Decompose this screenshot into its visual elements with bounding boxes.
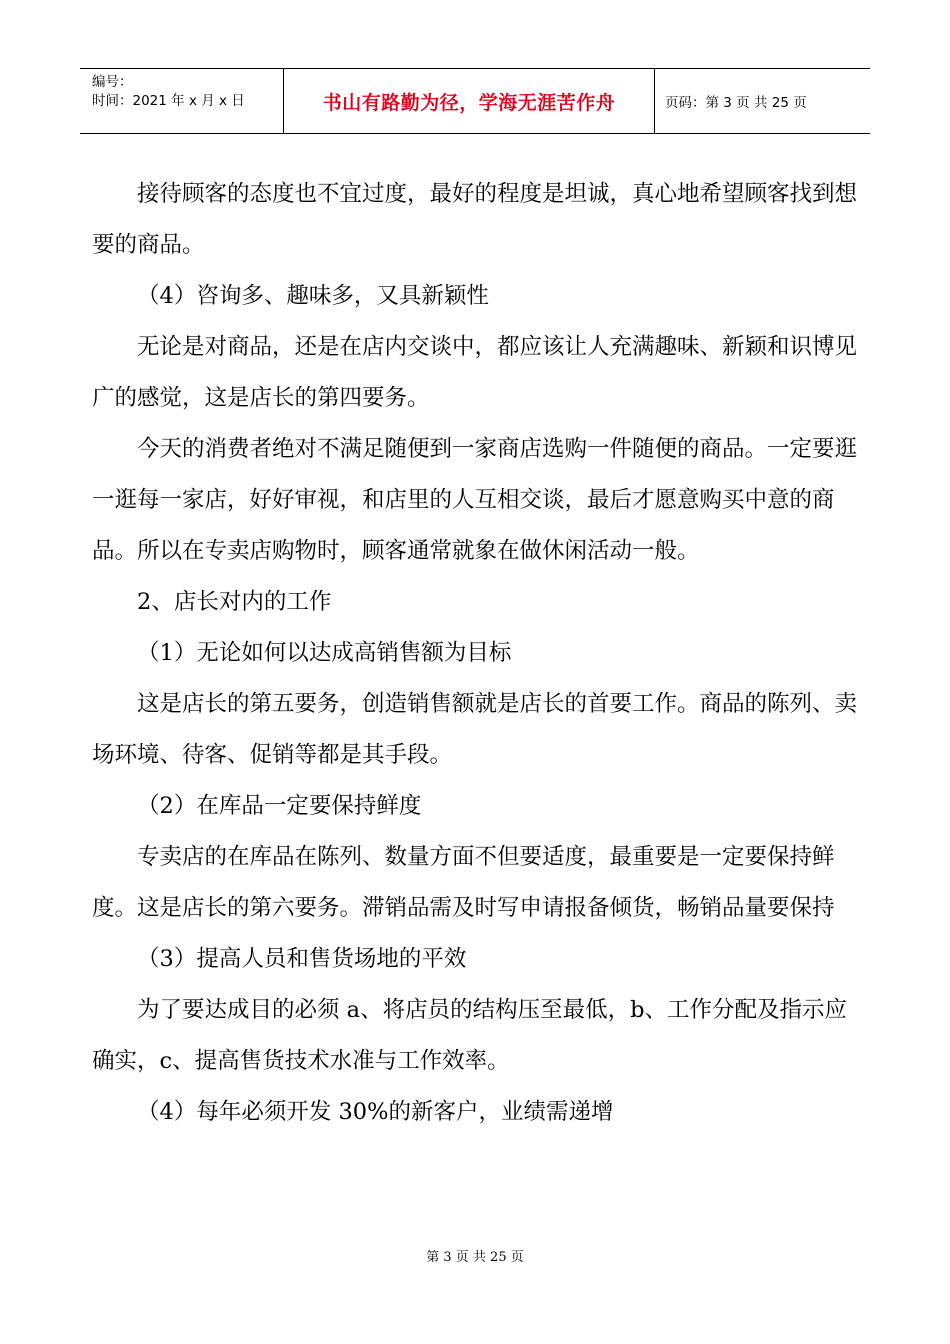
paragraph: （2）在库品一定要保持鲜度	[137, 793, 422, 819]
page-footer	[0, 1246, 950, 1265]
paragraph: 今天的消费者绝对不满足随便到一家商店选购一件随便的商品。一定要逛一逛每一家店，好好审视，和店里的人互相交谈，最后才愿意购买中意的商品。所以在专卖店购物时，顾客通常就象在做休闲活动一般。	[92, 436, 858, 564]
footer-page-number: 第 3 页 共 25 页	[426, 1250, 524, 1265]
paragraph: （4）咨询多、趣味多，又具新颖性	[137, 283, 489, 309]
header-page-info: 页码：第 3 页 共 25 页	[665, 95, 807, 111]
document-date: 时间：2021 年 x 月 x 日	[92, 93, 245, 109]
header-meta	[80, 69, 283, 133]
paragraph: 接待顾客的态度也不宜过度，最好的程度是坦诚，真心地希望顾客找到想要的商品。	[92, 181, 858, 258]
header-page-info-cell	[655, 69, 870, 133]
header-motto: 书山有路勤为径，学海无涯苦作舟	[322, 91, 616, 114]
paragraph: 无论是对商品，还是在店内交谈中，都应该让人充满趣味、新颖和识博见广的感觉，这是店长的第四要务。	[92, 334, 858, 411]
paragraph: 这是店长的第五要务，创造销售额就是店长的首要工作。商品的陈列、卖场环境、待客、促销等都是其手段。	[92, 691, 858, 768]
paragraph: （3）提高人员和售货场地的平效	[137, 946, 467, 972]
paragraph: （1）无论如何以达成高销售额为目标	[137, 640, 512, 666]
header-motto-cell	[283, 69, 655, 133]
page-header	[80, 68, 870, 134]
document-body	[92, 169, 862, 1138]
paragraph: 专卖店的在库品在陈列、数量方面不但要适度，最重要是一定要保持鲜度。这是店长的第六要务。滞销品需及时写申请报备倾货，畅销品量要保持	[92, 844, 835, 921]
paragraph: （4）每年必须开发 30%的新客户，业绩需递增	[137, 1099, 614, 1125]
document-number-label: 编号：	[92, 74, 133, 90]
paragraph: 为了要达成目的必须 a、将店员的结构压至最低，b、工作分配及指示应确实，c、提高售货技术水准与工作效率。	[92, 997, 847, 1074]
paragraph: 2、店长对内的工作	[137, 589, 332, 615]
